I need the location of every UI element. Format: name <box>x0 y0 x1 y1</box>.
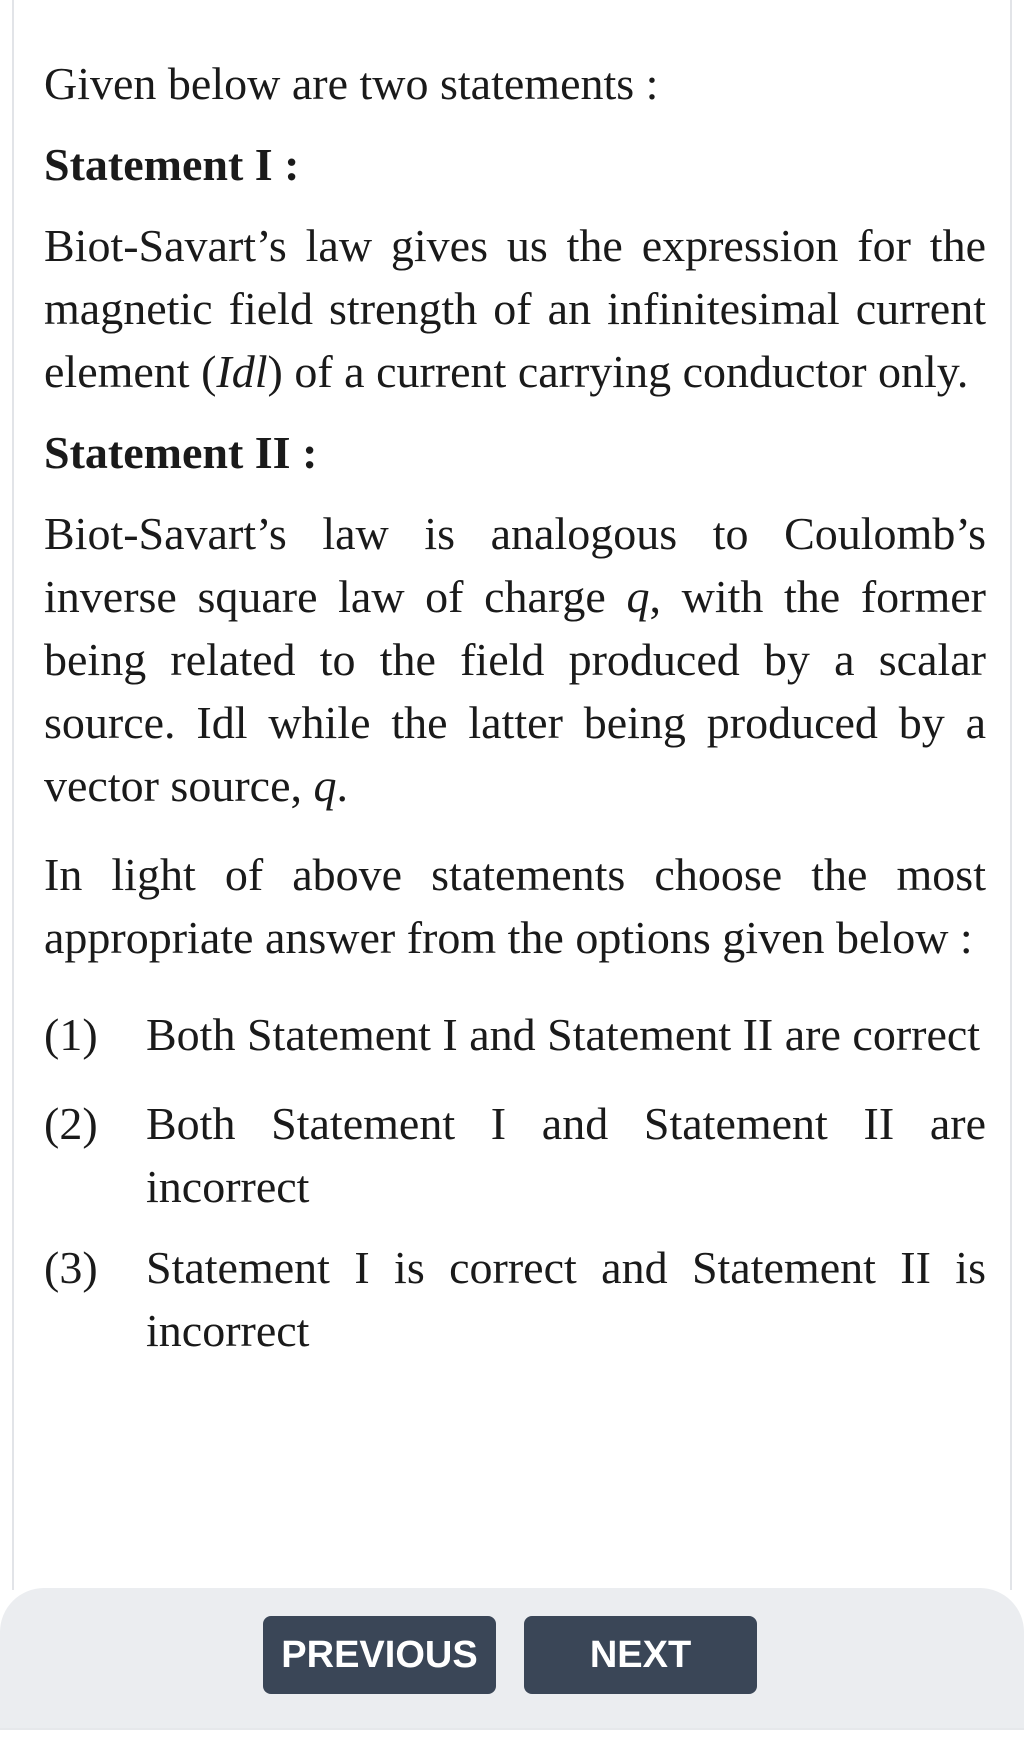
option-number: (1) <box>44 1009 98 1060</box>
math-q: q <box>313 760 337 811</box>
instruction-text: In light of above statements choose the most appropriate answer from the options given below : <box>44 849 986 963</box>
bottom-strip <box>0 1728 1024 1754</box>
math-idl: Idl <box>216 346 268 397</box>
previous-button[interactable]: PREVIOUS <box>263 1616 496 1694</box>
option-number: (3) <box>44 1242 98 1293</box>
statement-2-label: Statement II : <box>44 427 318 478</box>
statement-1-label: Statement I : <box>44 139 300 190</box>
statement-1-text: Biot-Savart’s law gives us the expression for the magnetic field strength of an infinitesimal current element (Idl) of a current carrying conductor only. <box>44 220 986 397</box>
option-text: Both Statement I and Statement II are incorrect <box>146 1098 986 1212</box>
math-q: q <box>626 571 650 622</box>
statement-2-text: Biot-Savart’s law is analogous to Coulomb’s inverse square law of charge q, with the former being related to the field produced by a scalar source. Idl while the latter being produced by a vector source, q. <box>44 508 986 811</box>
option-3[interactable] <box>44 1236 986 1362</box>
option-text: Statement I is correct and Statement II is incorrect <box>146 1242 986 1356</box>
option-number: (2) <box>44 1098 98 1149</box>
intro-text: Given below are two statements : <box>44 58 659 109</box>
next-button[interactable]: NEXT <box>524 1616 757 1694</box>
option-1[interactable] <box>44 1003 986 1066</box>
option-2[interactable] <box>44 1092 986 1218</box>
option-text: Both Statement I and Statement II are correct <box>146 1009 981 1060</box>
navigation-bar <box>0 1588 1024 1728</box>
question-content <box>44 52 986 1362</box>
